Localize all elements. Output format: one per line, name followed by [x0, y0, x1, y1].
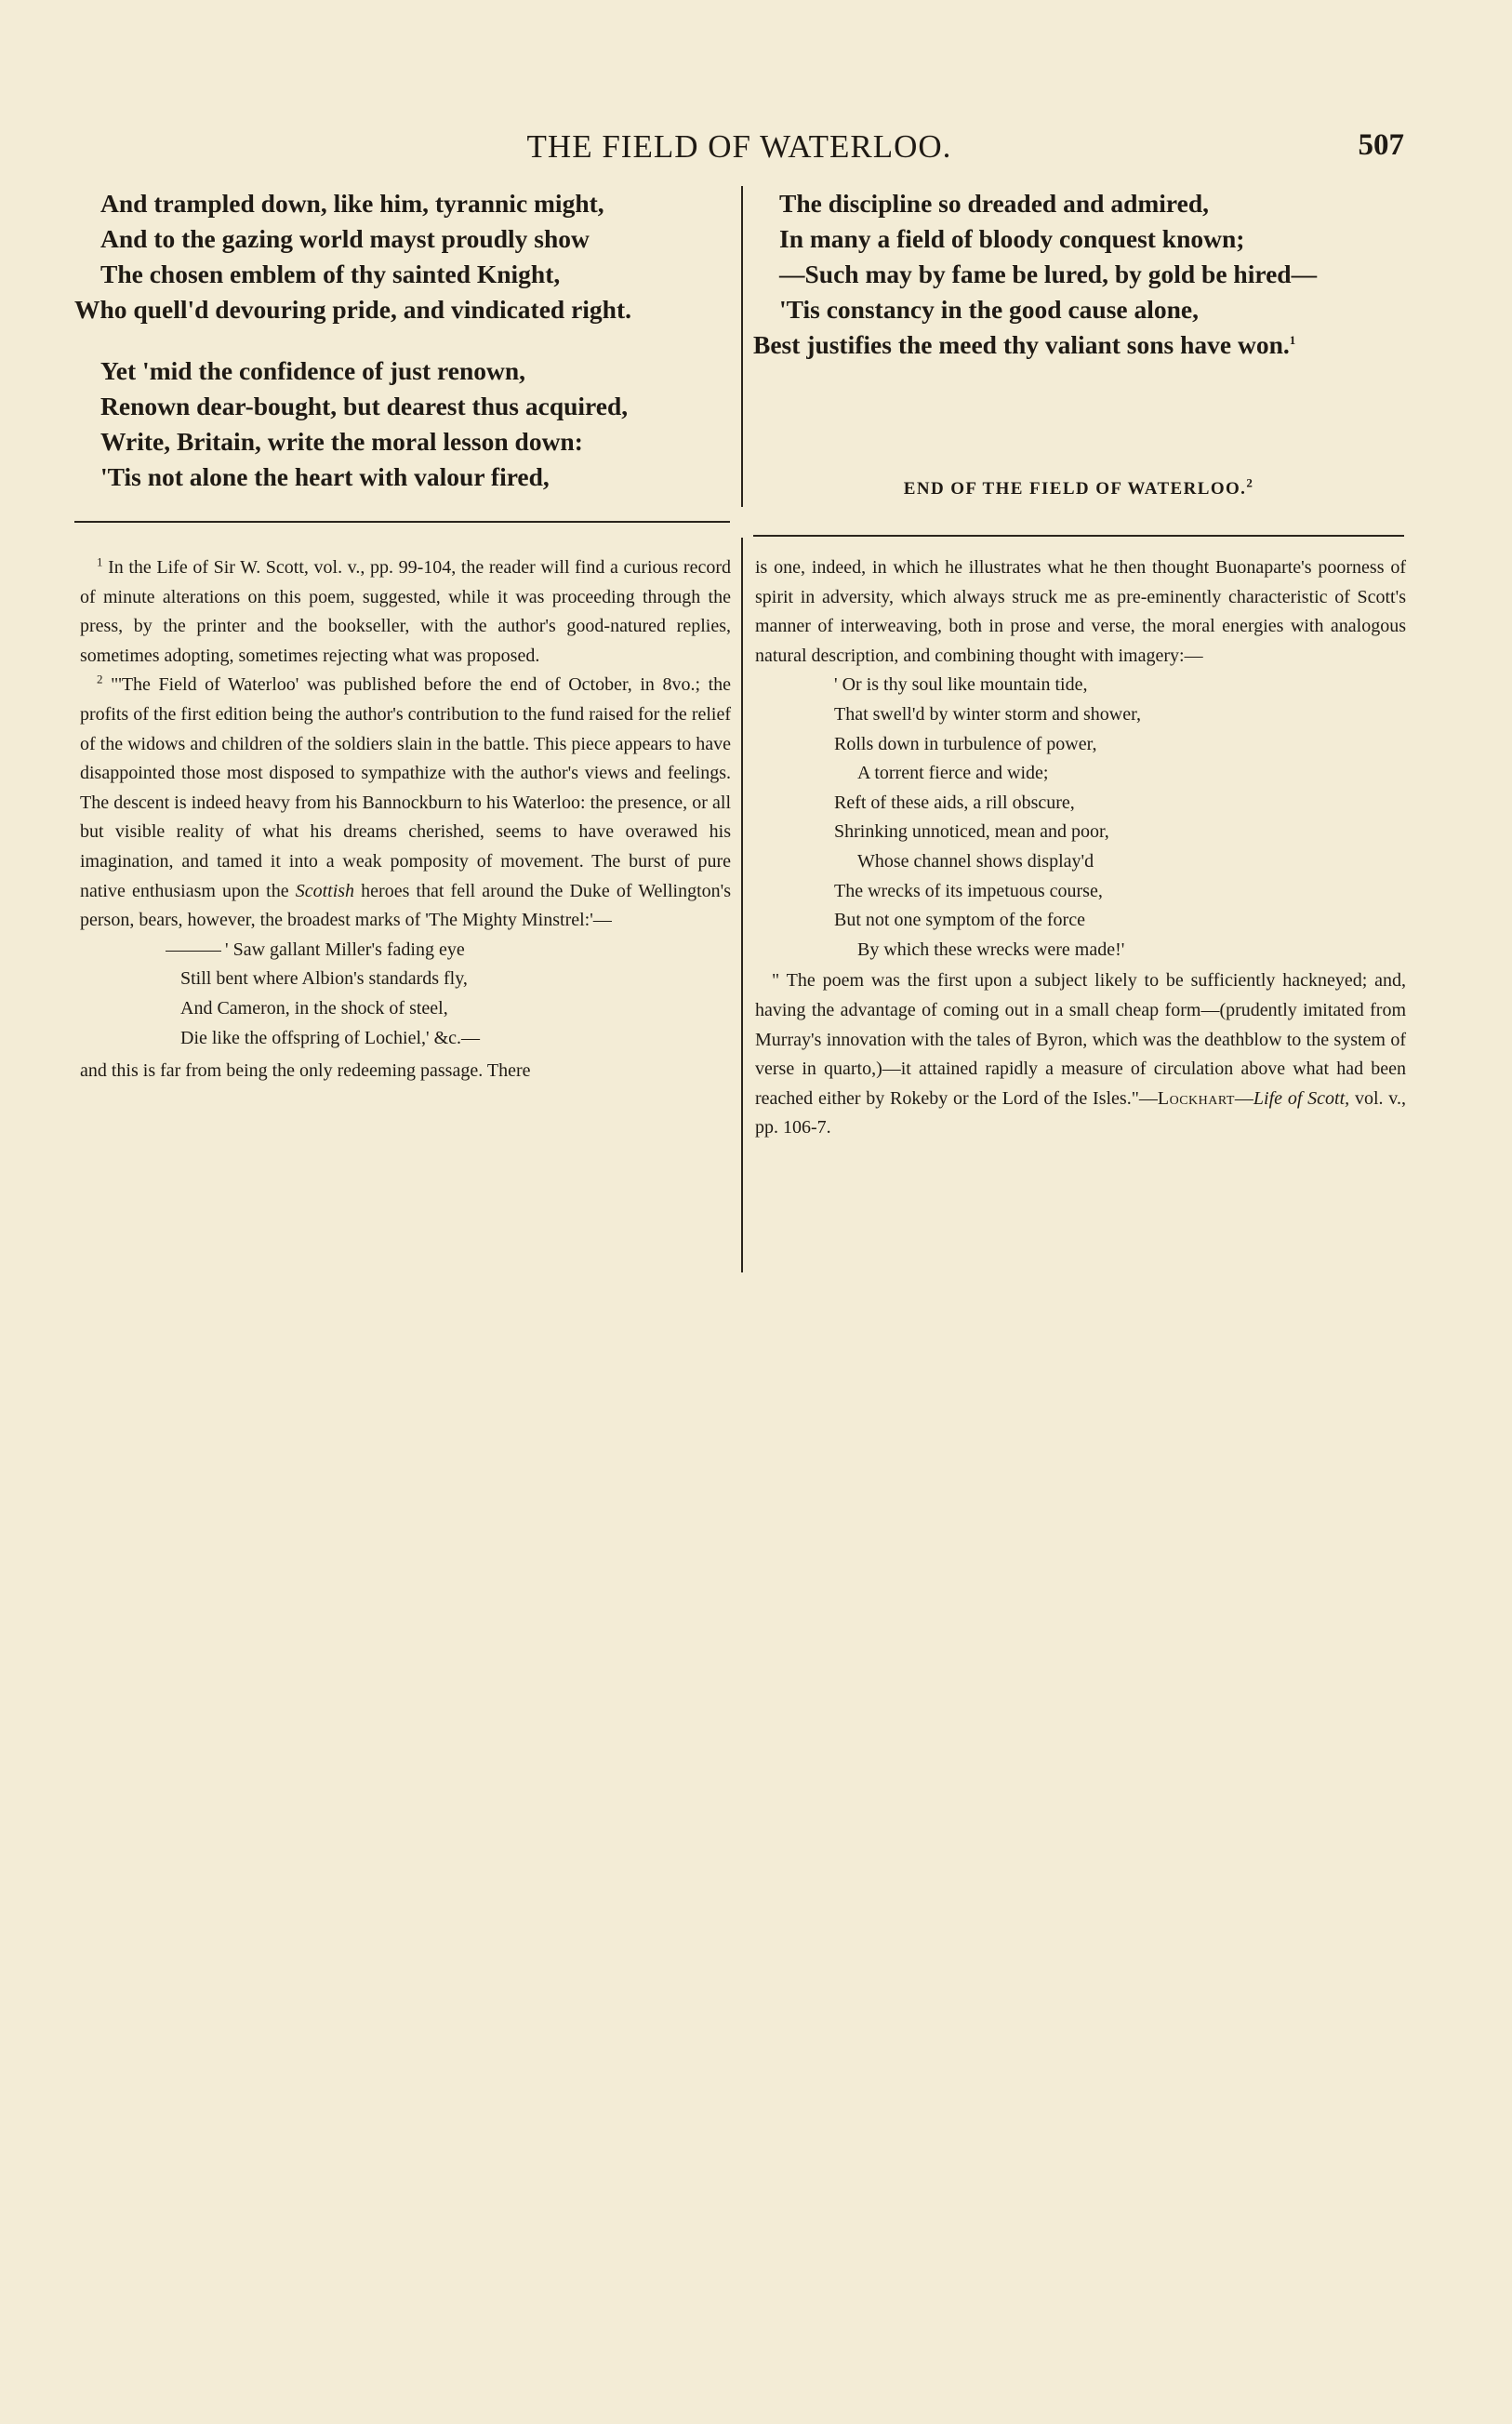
poem-left-column — [74, 186, 725, 495]
quoted-verse — [80, 936, 731, 1053]
footnote-2 — [80, 671, 731, 935]
footnote-continuation: is one, indeed, in which he illustrates what he then thought Buonaparte's poorness of spirit in adversity, which always struck me as pre-eminently characteristic of Scott's manner of interweaving, both in prose and verse, the moral energies with analogous natural description, and combining thought with imagery:— — [755, 557, 1406, 666]
quoted-verse — [755, 671, 1406, 965]
poem-line: Write, Britain, write the moral lesson down: — [100, 427, 583, 456]
poem-line: 'Tis constancy in the good cause alone, — [779, 295, 1199, 324]
poem-line: And trampled down, like him, tyrannic might, — [100, 189, 604, 218]
footnote-text: "'The Field of Waterloo' was published before the end of October, in 8vo.; the profits of the first edition being the author's contribution to the fund raised for the relief of the widows and children of the soldiers slain in the battle. This piece appears to have disappointed those most disposed to sympathize with the author's views and feelings. The descent is indeed heavy from his Bannockburn to his Waterloo: the presence, or all but visible reality of what his dreams cherished, seems to have overawed his imagination, and tamed it into a weak pomposity of movement. The burst of pure native enthusiasm upon the — [80, 674, 732, 901]
verse-line: A torrent fierce and wide; — [857, 763, 1049, 784]
page-number: 507 — [1358, 128, 1404, 162]
verse-line: Whose channel shows display'd — [857, 850, 1094, 872]
verse-line: By which these wrecks were made!' — [857, 939, 1125, 960]
poem-line: Yet 'mid the confidence of just renown, — [100, 356, 526, 385]
footnote-rule — [74, 521, 730, 523]
poem-line: Who quell'd devouring pride, and vindicated right. — [74, 295, 631, 324]
dash-rule — [166, 951, 221, 952]
column-divider — [741, 186, 743, 507]
footnote-number: 2 — [97, 672, 103, 686]
footnote-rule — [753, 535, 1404, 537]
running-head — [74, 128, 1404, 175]
citation-author: Lockhart — [1157, 1087, 1235, 1109]
poem-line: In many a field of bloody conquest known; — [779, 224, 1245, 253]
poem-line-text: Best justifies the meed thy valiant sons have won. — [753, 330, 1290, 359]
footnote-marker: 2 — [1246, 475, 1254, 490]
citation-work: Life of Scott, — [1253, 1087, 1350, 1109]
poem-line: Renown dear-bought, but dearest thus acquired, — [100, 392, 629, 420]
footnote-italic: Scottish — [295, 880, 355, 901]
column-divider — [741, 538, 743, 1272]
footnote-continuation: and this is far from being the only redeeming passage. There — [80, 1060, 531, 1082]
end-title-text: END OF THE FIELD OF WATERLOO. — [903, 479, 1247, 499]
verse-line: Shrinking unnoticed, mean and poor, — [834, 821, 1109, 843]
stanza-gap — [74, 327, 725, 353]
poem-line: The chosen emblem of thy sainted Knight, — [100, 260, 561, 288]
footnotes-right-column — [755, 553, 1406, 1143]
poem-line: And to the gazing world mayst proudly show — [100, 224, 590, 253]
running-title: THE FIELD OF WATERLOO. — [526, 128, 952, 165]
footnote-text: heroes that fell around the Duke of Wellington's person, bears, however, the broadest marks of 'The Mighty Minstrel:'— — [80, 880, 732, 931]
verse-line: And Cameron, in the shock of steel, — [180, 997, 448, 1019]
verse-line: That swell'd by winter storm and shower, — [834, 703, 1141, 725]
footnote-1 — [80, 553, 731, 671]
verse-line: The wrecks of its impetuous course, — [834, 880, 1103, 901]
verse-line: Still bent where Albion's standards fly, — [180, 968, 468, 990]
verse-line: Rolls down in turbulence of power, — [834, 733, 1097, 754]
footnotes-left-column — [80, 553, 731, 1086]
verse-text: ' Saw gallant Miller's fading eye — [225, 939, 465, 960]
poem-right-column — [753, 186, 1404, 363]
footnote-text: " The poem was the first upon a subject likely to be sufficiently hackneyed; and, having the advantage of coming out in a small cheap form—(prudently imitated from Murray's innovation with the tales of Byron, which was the deathblow to the system of verse in quarto,)—it attained rapidly a measure of circulation above what had been reached either by Rokeby or the Lord of the Isles."— — [755, 970, 1406, 1109]
footnote-number: 1 — [97, 554, 103, 569]
verse-line: ' Or is thy soul like mountain tide, — [834, 674, 1088, 696]
poem-line-final — [753, 327, 1404, 363]
verse-line: Reft of these aids, a rill obscure, — [834, 792, 1075, 813]
verse-line: But not one symptom of the force — [834, 910, 1085, 931]
end-title — [753, 475, 1404, 499]
citation-pages: vol. v., pp. 106-7. — [755, 1087, 1406, 1139]
poem-line: The discipline so dreaded and admired, — [779, 189, 1209, 218]
poem-line: —Such may by fame be lured, by gold be hired— — [779, 260, 1318, 288]
verse-line — [80, 936, 731, 966]
footnote-paragraph — [755, 966, 1406, 1143]
citation-dash: — — [1234, 1087, 1253, 1109]
footnote-text: In the Life of Sir W. Scott, vol. v., pp. 99-104, the reader will find a curious record of minute alterations on this poem, suggested, while it was proceeding through the press, by the printer and the bookseller, with the author's good-natured replies, sometimes adopting, sometimes rejecting what was proposed. — [80, 557, 731, 666]
poem-line: 'Tis not alone the heart with valour fired, — [100, 462, 550, 491]
footnote-marker: 1 — [1289, 332, 1296, 347]
verse-line: Die like the offspring of Lochiel,' &c.— — [180, 1027, 481, 1048]
